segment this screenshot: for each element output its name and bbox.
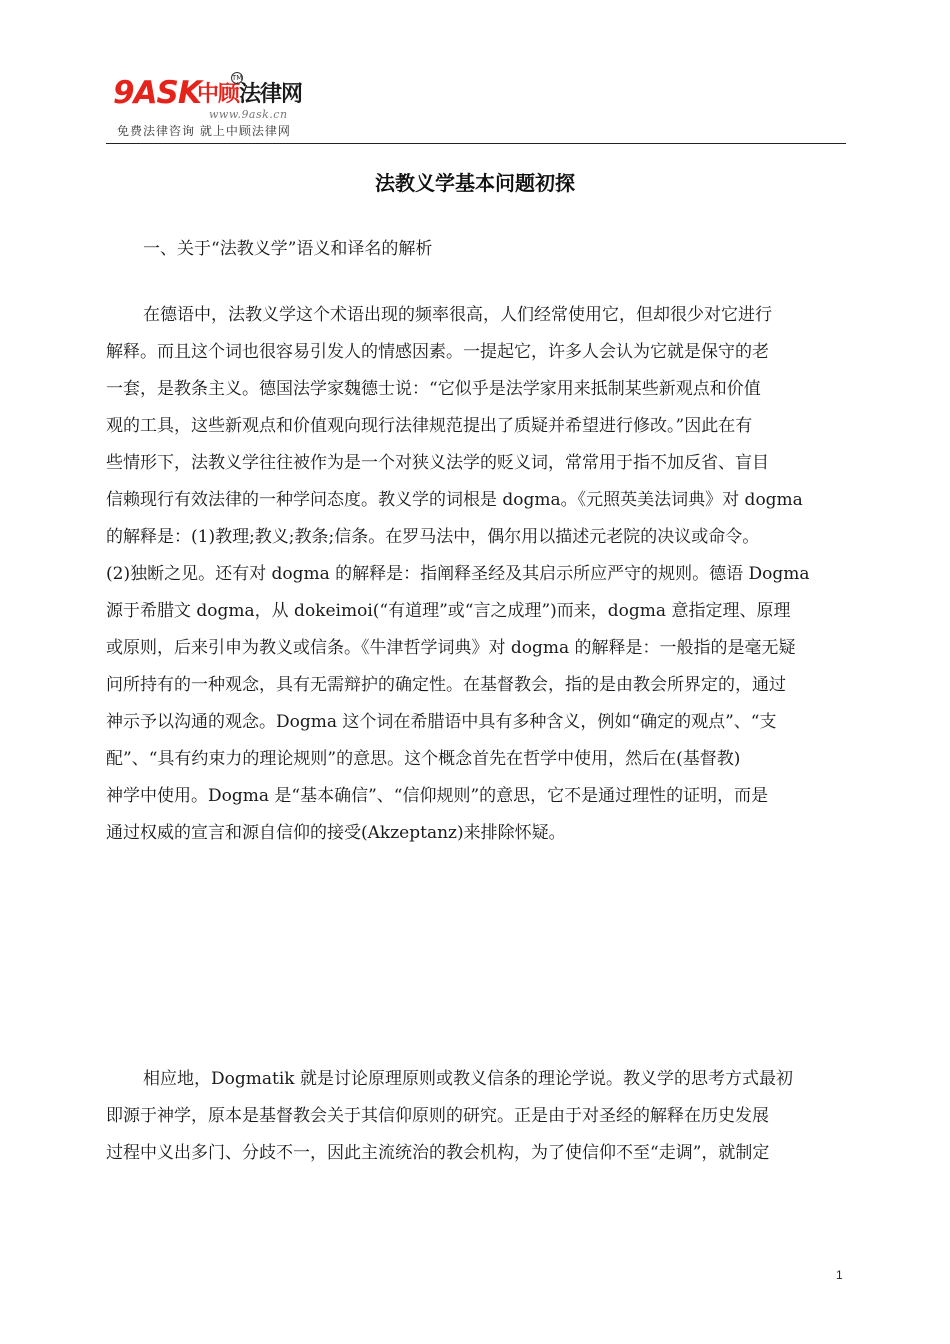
text-line: 源于希腊文 dogma，从 dokeimoi(“有道理”或“言之成理”)而来，dogma 意指定理、原理 xyxy=(106,601,791,621)
text-line: (2)独断之见。还有对 dogma 的解释是：指阐释圣经及其启示所应严守的规则。德语 Dogma xyxy=(106,564,810,584)
text-line: 神学中使用。Dogma 是“基本确信”、“信仰规则”的意思，它不是通过理性的证明，而是 xyxy=(106,786,769,806)
trademark-icon: TM xyxy=(232,74,243,82)
site-logo[interactable] xyxy=(113,72,323,142)
logo-brand-name xyxy=(197,82,302,108)
text-line: 或原则，后来引申为教义或信条。《牛津哲学词典》对 dogma 的解释是：一般指的是毫无疑 xyxy=(106,638,796,658)
text-line: 些情形下，法教义学往往被作为是一个对狭义法学的贬义词，常常用于指不加反省、盲目 xyxy=(106,453,769,473)
text-line: 神示予以沟通的观念。Dogma 这个词在希腊语中具有多种含义，例如“确定的观点”、“支 xyxy=(106,712,777,732)
text-line: 一套，是教条主义。德国法学家魏德士说：“它似乎是法学家用来抵制某些新观点和价值 xyxy=(106,379,761,399)
logo-mark: 9ASK xyxy=(113,75,201,111)
text-line: 通过权威的宣言和源自信仰的接受(Akzeptanz)来排除怀疑。 xyxy=(106,823,566,843)
text-line: 问所持有的一种观念，具有无需辩护的确定性。在基督教会，指的是由教会所界定的，通过 xyxy=(106,675,786,695)
text-line: 观的工具，这些新观点和价值观向现行法律规范提出了质疑并希望进行修改。”因此在有 xyxy=(106,416,753,436)
logo-brand-red: 中顾 xyxy=(197,82,240,107)
logo-url: www.9ask.cn xyxy=(209,108,288,121)
text-line: 过程中义出多门、分歧不一，因此主流统治的教会机构，为了使信仰不至“走调”，就制定 xyxy=(106,1143,770,1163)
text-line: 配”、“具有约束力的理论规则”的意思。这个概念首先在哲学中使用，然后在(基督教) xyxy=(106,749,741,769)
text-line: 在德语中，法教义学这个术语出现的频率很高，人们经常使用它，但却很少对它进行 xyxy=(143,305,772,325)
document-title: 法教义学基本问题初探 xyxy=(375,171,575,195)
text-line: 信赖现行有效法律的一种学问态度。教义学的词根是 dogma。《元照英美法词典》对 dogma xyxy=(106,490,803,510)
logo-slogan: 免费法律咨询 就上中顾法律网 xyxy=(117,124,291,138)
section-heading: 一、关于“法教义学”语义和译名的解析 xyxy=(143,239,433,259)
text-line: 即源于神学，原本是基督教会关于其信仰原则的研究。正是由于对圣经的解释在历史发展 xyxy=(106,1106,769,1126)
logo-brand-rest: 法律网 xyxy=(239,82,303,107)
paragraph-1 xyxy=(106,297,848,852)
paragraph-2 xyxy=(106,1061,848,1172)
page-number: 1 xyxy=(836,1268,843,1282)
text-line: 的解释是：(1)教理;教义;教条;信条。在罗马法中，偶尔用以描述元老院的决议或命令。 xyxy=(106,527,760,547)
header-divider xyxy=(106,143,846,144)
text-line: 相应地，Dogmatik 就是讨论原理原则或教义信条的理论学说。教义学的思考方式最初 xyxy=(143,1069,793,1089)
text-line: 解释。而且这个词也很容易引发人的情感因素。一提起它，许多人会认为它就是保守的老 xyxy=(106,342,769,362)
